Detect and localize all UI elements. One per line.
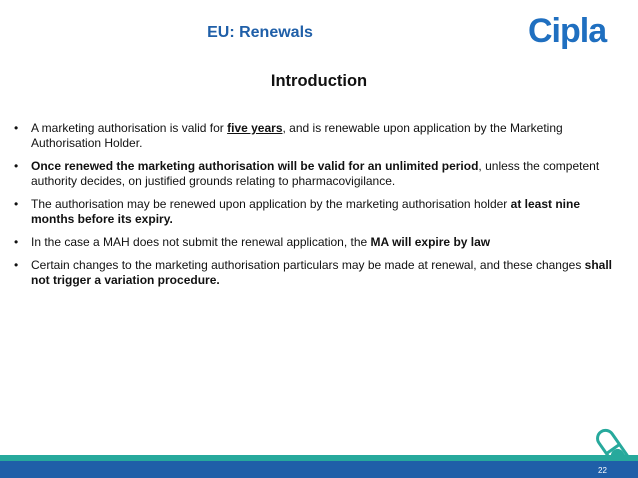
bullet-text-segment: shall not trigger a variation procedure. xyxy=(31,258,613,287)
bullet-list xyxy=(14,121,618,296)
footer-blue-bar xyxy=(0,461,638,478)
bullet-dot-icon: • xyxy=(14,197,19,211)
bullet-text-segment: Once renewed the marketing authorisation will be valid for an unlimited period xyxy=(31,159,479,173)
bullet-dot-icon: • xyxy=(14,258,19,272)
cipla-logo: Cipla xyxy=(528,12,607,50)
bullet-text-segment: In the case a MAH does not submit the renewal application, the xyxy=(31,235,371,249)
bullet-item xyxy=(14,235,618,250)
bullet-dot-icon: • xyxy=(14,235,19,249)
bullet-text-segment: , unless the competent authority decides, on justified grounds relating to pharmacovigilance. xyxy=(31,159,600,188)
slide-header-title: EU: Renewals xyxy=(207,24,313,41)
bullet-text-segment: , and is renewable upon application by the Marketing Authorisation Holder. xyxy=(31,121,563,150)
section-heading: Introduction xyxy=(270,72,368,90)
bullet-item xyxy=(14,258,618,288)
bullet-item xyxy=(14,121,618,151)
bullet-text-segment: MA will expire by law xyxy=(370,235,491,249)
bullet-text-segment: Certain changes to the marketing authorisation particulars may be made at renewal, and these changes xyxy=(31,258,585,272)
bullet-text-segment: five years xyxy=(227,121,283,135)
bullet-text-segment: The authorisation may be renewed upon application by the marketing authorisation holder xyxy=(31,197,511,211)
bullet-dot-icon: • xyxy=(14,121,19,135)
bullet-text-segment: at least nine months before its expiry. xyxy=(31,197,580,226)
bullet-dot-icon: • xyxy=(14,159,19,173)
bullet-item xyxy=(14,159,618,189)
page-number: 22 xyxy=(598,466,607,475)
bullet-text-segment: A marketing authorisation is valid for xyxy=(31,121,228,135)
bullet-item xyxy=(14,197,618,227)
